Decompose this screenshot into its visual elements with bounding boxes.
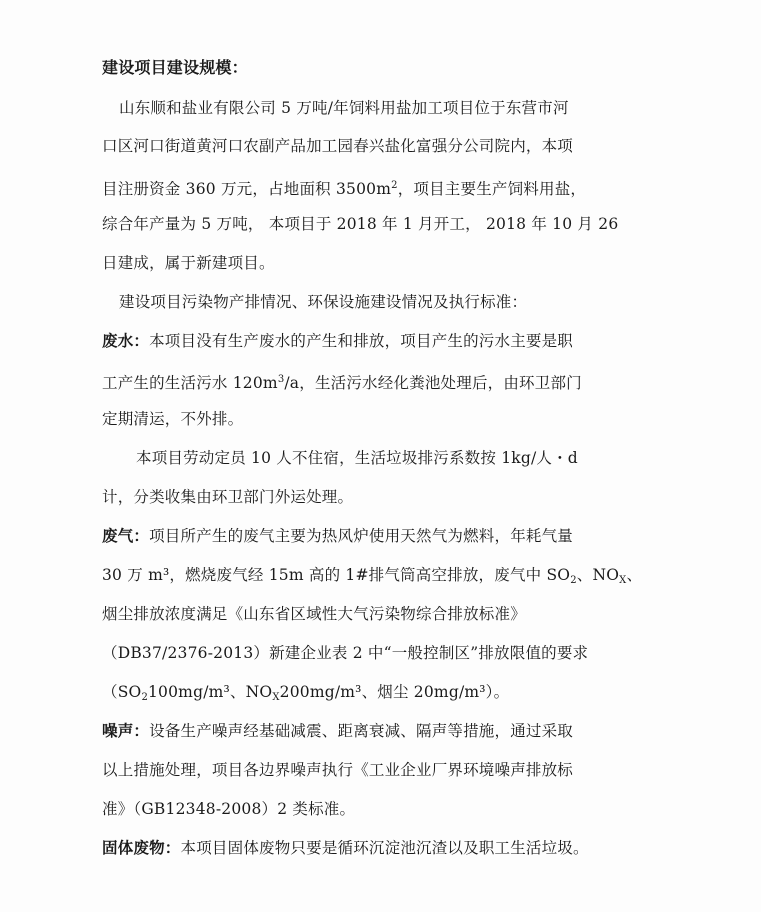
exhaust-line-2 bbox=[102, 565, 642, 591]
noise-line-1-text: 设备生产噪声经基础减震、距离衰减、隔声等措施，通过采取 bbox=[149, 722, 574, 740]
section-heading: 建设项目建设规模： bbox=[102, 58, 248, 77]
exhaust-line-1-text: 项目所产生的废气主要为热风炉使用天然气为燃料，年耗气量 bbox=[149, 527, 574, 545]
exhaust-line-5-open: （SO bbox=[102, 683, 142, 701]
wastewater-line-3: 定期清运，不外排。 bbox=[102, 410, 244, 428]
pollution-intro: 建设项目污染物产排情况、环保设施建设情况及执行标准： bbox=[119, 293, 528, 311]
exhaust-line-2-sub-1: 2 bbox=[570, 575, 577, 586]
exhaust-line-5-sub-2: X bbox=[272, 692, 280, 703]
exhaust-line-4: （DB37/2376-2013）新建企业表 2 中“一般控制区”排放限值的要求 bbox=[102, 644, 589, 662]
noise-line-2: 以上措施处理，项目各边界噪声执行《工业企业厂界环境噪声排放标 bbox=[102, 761, 574, 779]
intro-line-4: 综合年产量为 5 万吨， 本项目于 2018 年 1 月开工， 2018 年 10 月 26 bbox=[102, 215, 619, 233]
exhaust-line-5-sub-1: 2 bbox=[141, 692, 148, 703]
solid-waste-line-1 bbox=[102, 838, 589, 858]
wastewater-line-2-rest: /a，生活污水经化粪池处理后，由环卫部门 bbox=[284, 374, 582, 392]
exhaust-line-3: 烟尘排放浓度满足《山东省区域性大气污染物综合排放标准》 bbox=[102, 605, 526, 623]
exhaust-line-1 bbox=[102, 526, 573, 546]
wastewater-label: 废水： bbox=[102, 331, 150, 350]
exhaust-line-2-sub-2: X bbox=[619, 575, 627, 586]
noise-label: 噪声： bbox=[102, 721, 150, 740]
wastewater-line-2 bbox=[102, 370, 582, 393]
exhaust-line-5-end: 200mg/m³、烟尘 20mg/m³）。 bbox=[279, 683, 510, 701]
exhaust-line-2-text: 30 万 m³，燃烧废气经 15m 高的 1#排气筒高空排放，废气中 SO bbox=[102, 566, 571, 584]
intro-line-2: 口区河口街道黄河口农副产品加工园春兴盐化富强分公司院内，本项 bbox=[102, 137, 574, 155]
wastewater-line-2-sup: 3 bbox=[277, 374, 285, 385]
solid-domestic-line-2: 计，分类收集由环卫部门外运处理。 bbox=[102, 488, 354, 506]
solid-waste-line-1-text: 本项目固体废物只要是循环沉淀池沉渣以及职工生活垃圾。 bbox=[180, 839, 589, 857]
wastewater-line-2-text: 工产生的生活污水 120m bbox=[102, 374, 278, 392]
exhaust-label: 废气： bbox=[102, 526, 150, 545]
solid-domestic-line-1: 本项目劳动定员 10 人不住宿，生活垃圾排污系数按 1kg/人・d bbox=[136, 449, 578, 467]
wastewater-line-1 bbox=[102, 331, 573, 351]
noise-line-3: 准》（GB12348-2008）2 类标准。 bbox=[102, 800, 356, 818]
intro-line-3-sup: 2 bbox=[391, 180, 398, 191]
intro-line-5: 日建成，属于新建项目。 bbox=[102, 254, 275, 272]
intro-line-3 bbox=[102, 176, 586, 199]
exhaust-line-2-nox: 、NO bbox=[576, 566, 620, 584]
exhaust-line-5 bbox=[102, 682, 509, 708]
solid-waste-label: 固体废物： bbox=[102, 838, 181, 857]
intro-line-3-rest: ，项目主要生产饲料用盐， bbox=[397, 180, 587, 198]
wastewater-line-1-text: 本项目没有生产废水的产生和排放，项目产生的污水主要是职 bbox=[149, 332, 574, 350]
intro-line-1: 山东顺和盐业有限公司 5 万吨/年饲料用盐加工项目位于东营市河 bbox=[119, 99, 569, 117]
exhaust-line-5-so2: 100mg/m³、NO bbox=[148, 683, 273, 701]
intro-line-3-text: 目注册资金 360 万元，占地面积 3500m bbox=[102, 180, 392, 198]
exhaust-line-2-end: 、 bbox=[626, 566, 643, 584]
noise-line-1 bbox=[102, 721, 573, 741]
